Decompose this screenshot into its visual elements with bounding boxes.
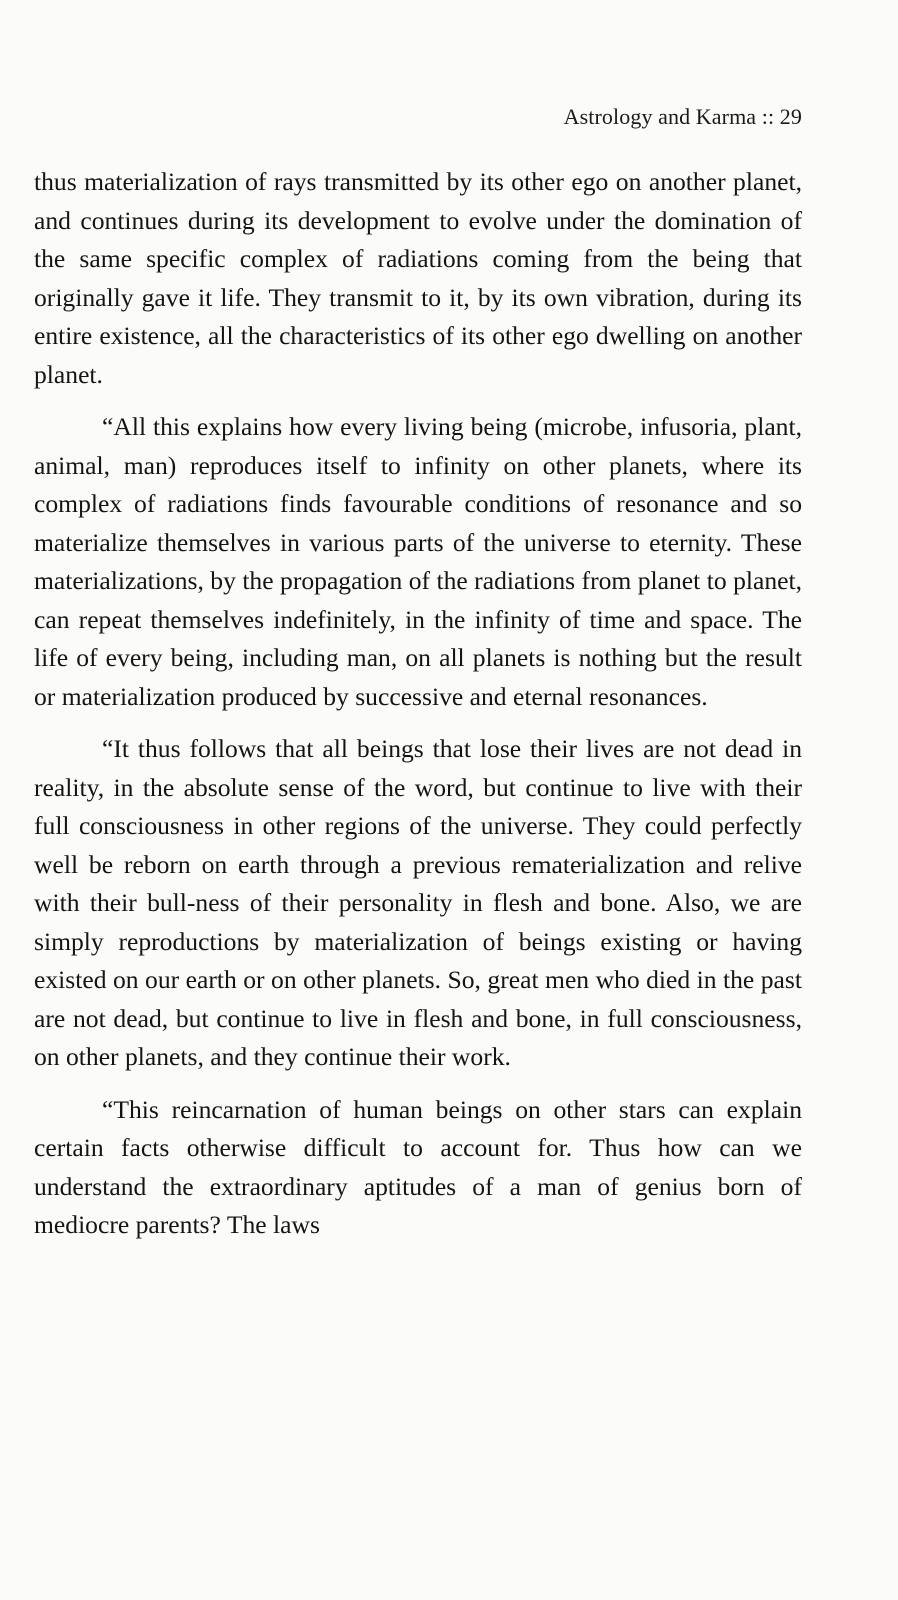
paragraph-1: thus materialization of rays transmitted by its other ego on another planet, and continues during its development to evolve under the domination of the same specific complex of radiations coming from the being that originally gave it life. They transmit to it, by its own vibration, during its entire existence, all the characteristics of its other ego dwelling on another planet. xyxy=(34,167,802,389)
body-text xyxy=(34,163,802,1245)
paragraph-3: “It thus follows that all beings that lose their lives are not dead in reality, in the absolute sense of the word, but continue to live with their full consciousness in other regions of the universe. They could perfectly well be reborn on earth through a previous rematerialization and relive with their bull-ness of their personality in flesh and bone. Also, we are simply reproductions by materialization of beings existing or having existed on our earth or on other planets. So, great men who died in the past are not dead, but continue to live in flesh and bone, in full consciousness, on other planets, and they continue their work. xyxy=(34,734,802,1071)
running-head: Astrology and Karma :: 29 xyxy=(563,104,802,129)
paragraph-2: “All this explains how every living being (microbe, infusoria, plant, animal, man) reproduces itself to infinity on other planets, where its complex of radiations finds favourable conditions of resonance and so materialize themselves in various parts of the universe to eternity. These materializations, by the propagation of the radiations from planet to planet, can repeat themselves indefinitely, in the infinity of time and space. The life of every being, including man, on all planets is nothing but the result or materialization produced by successive and eternal resonances. xyxy=(34,412,802,711)
paragraph-4: “This reincarnation of human beings on other stars can explain certain facts otherwise difficult to account for. Thus how can we understand the extraordinary aptitudes of a man of genius born of mediocre parents? The laws xyxy=(34,1094,802,1239)
